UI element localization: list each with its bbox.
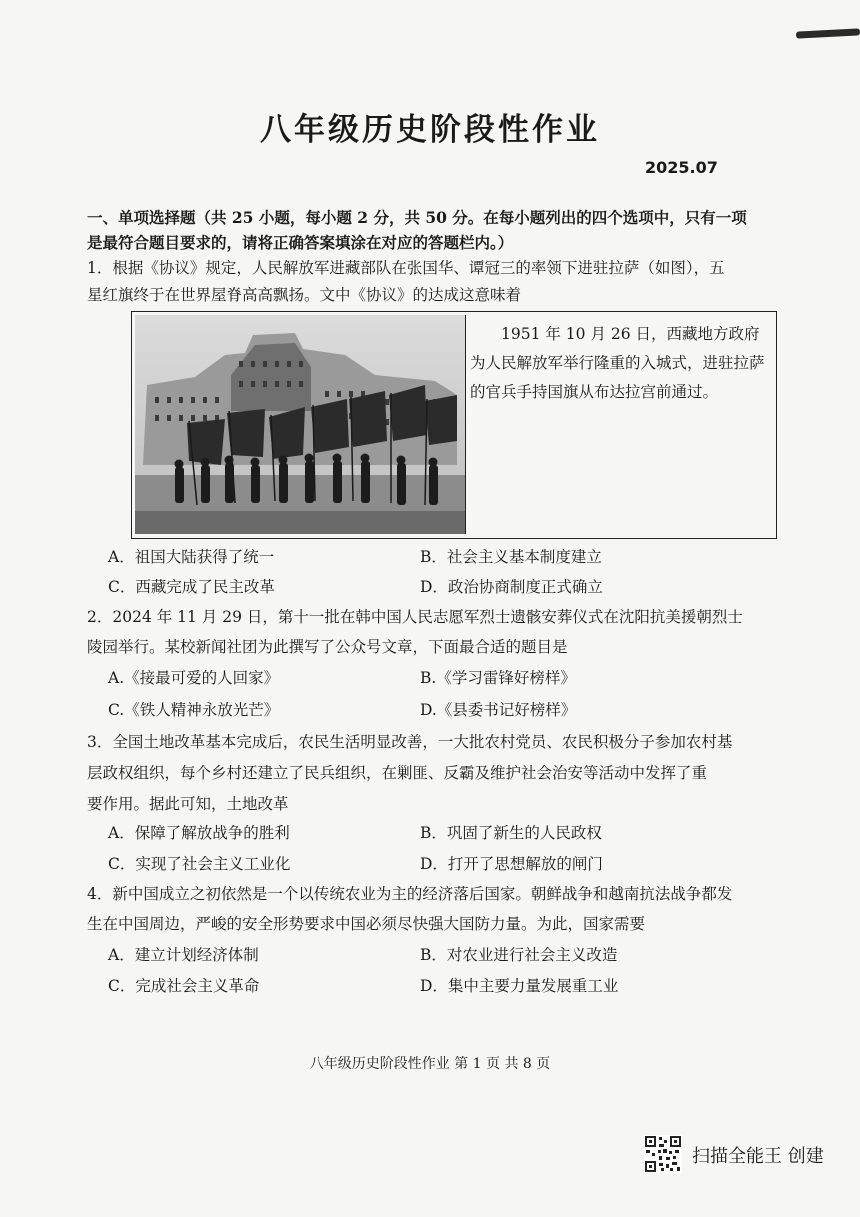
- section-instructions-line2: 是最符合题目要求的，请将正确答案填涂在对应的答题栏内。）: [87, 233, 514, 252]
- scan-edge-mark: [796, 28, 860, 38]
- q4-option-b[interactable]: B．对农业进行社会主义改造: [420, 946, 618, 964]
- q1-figure: [131, 311, 777, 539]
- q2-option-a[interactable]: A.《接最可爱的人回家》: [108, 669, 280, 687]
- q2-stem-line1: 2．2024 年 11 月 29 日，第十一批在韩中国人民志愿军烈士遗骸安葬仪式在沈阳抗美援朝烈士: [87, 608, 743, 626]
- potala-parade-photo: [135, 315, 466, 534]
- q2-stem-line2: 陵园举行。某校新闻社团为此撰写了公众号文章，下面最合适的题目是: [87, 638, 568, 656]
- q3-stem-line1: 3．全国土地改革基本完成后，农民生活明显改善，一大批农村党员、农民积极分子参加农村基: [87, 733, 733, 751]
- q3-option-d[interactable]: D．打开了思想解放的闸门: [420, 855, 603, 873]
- q4-option-d[interactable]: D．集中主要力量发展重工业: [420, 977, 619, 995]
- scanner-label: 扫描全能王 创建: [692, 1146, 824, 1167]
- qr-code-icon: [644, 1135, 682, 1173]
- q2-option-d[interactable]: D.《县委书记好榜样》: [420, 701, 577, 719]
- q3-option-b[interactable]: B．巩固了新生的人民政权: [420, 824, 602, 842]
- q1-option-a[interactable]: A．祖国大陆获得了统一: [108, 548, 275, 566]
- q1-option-b[interactable]: B．社会主义基本制度建立: [420, 548, 602, 566]
- q3-option-c[interactable]: C．实现了社会主义工业化: [108, 855, 291, 873]
- q4-option-c[interactable]: C．完成社会主义革命: [108, 977, 260, 995]
- q4-stem-line1: 4．新中国成立之初依然是一个以传统农业为主的经济落后国家。朝鲜战争和越南抗法战争都发: [87, 885, 733, 903]
- q3-stem-line2: 层政权组织，每个乡村还建立了民兵组织，在剿匪、反霸及维护社会治安等活动中发挥了重: [87, 764, 708, 782]
- q1-figure-caption: 1951 年 10 月 26 日，西藏地方政府为人民解放军举行隆重的入城式，进驻拉萨的官兵手持国旗从布达拉宫前通过。: [470, 325, 765, 401]
- q4-option-a[interactable]: A．建立计划经济体制: [108, 946, 259, 964]
- section-instructions-line1: 一、单项选择题（共 25 小题，每小题 2 分，共 50 分。在每小题列出的四个选项中，只有一项: [87, 208, 747, 227]
- q3-stem-line3: 要作用。据此可知，土地改革: [87, 795, 289, 813]
- page-title: 八年级历史阶段性作业: [260, 112, 600, 148]
- q4-stem-line2: 生在中国周边，严峻的安全形势要求中国必须尽快强大国防力量。为此，国家需要: [87, 915, 646, 933]
- q1-stem-line2: 星红旗终于在世界屋脊高高飘扬。文中《协议》的达成这意味着: [87, 286, 522, 304]
- q1-option-c[interactable]: C．西藏完成了民主改革: [108, 578, 275, 596]
- q2-option-c[interactable]: C.《铁人精神永放光芒》: [108, 701, 280, 719]
- q1-stem-line1: 1．根据《协议》规定，人民解放军进藏部队在张国华、谭冠三的率领下进驻拉萨（如图），五: [87, 259, 725, 277]
- q2-option-b[interactable]: B.《学习雷锋好榜样》: [420, 669, 576, 687]
- exam-date: 2025.07: [645, 158, 718, 177]
- q1-option-d[interactable]: D．政治协商制度正式确立: [420, 578, 603, 596]
- page-footer: 八年级历史阶段性作业 第 1 页 共 8 页: [309, 1056, 551, 1072]
- q3-option-a[interactable]: A．保障了解放战争的胜利: [108, 824, 290, 842]
